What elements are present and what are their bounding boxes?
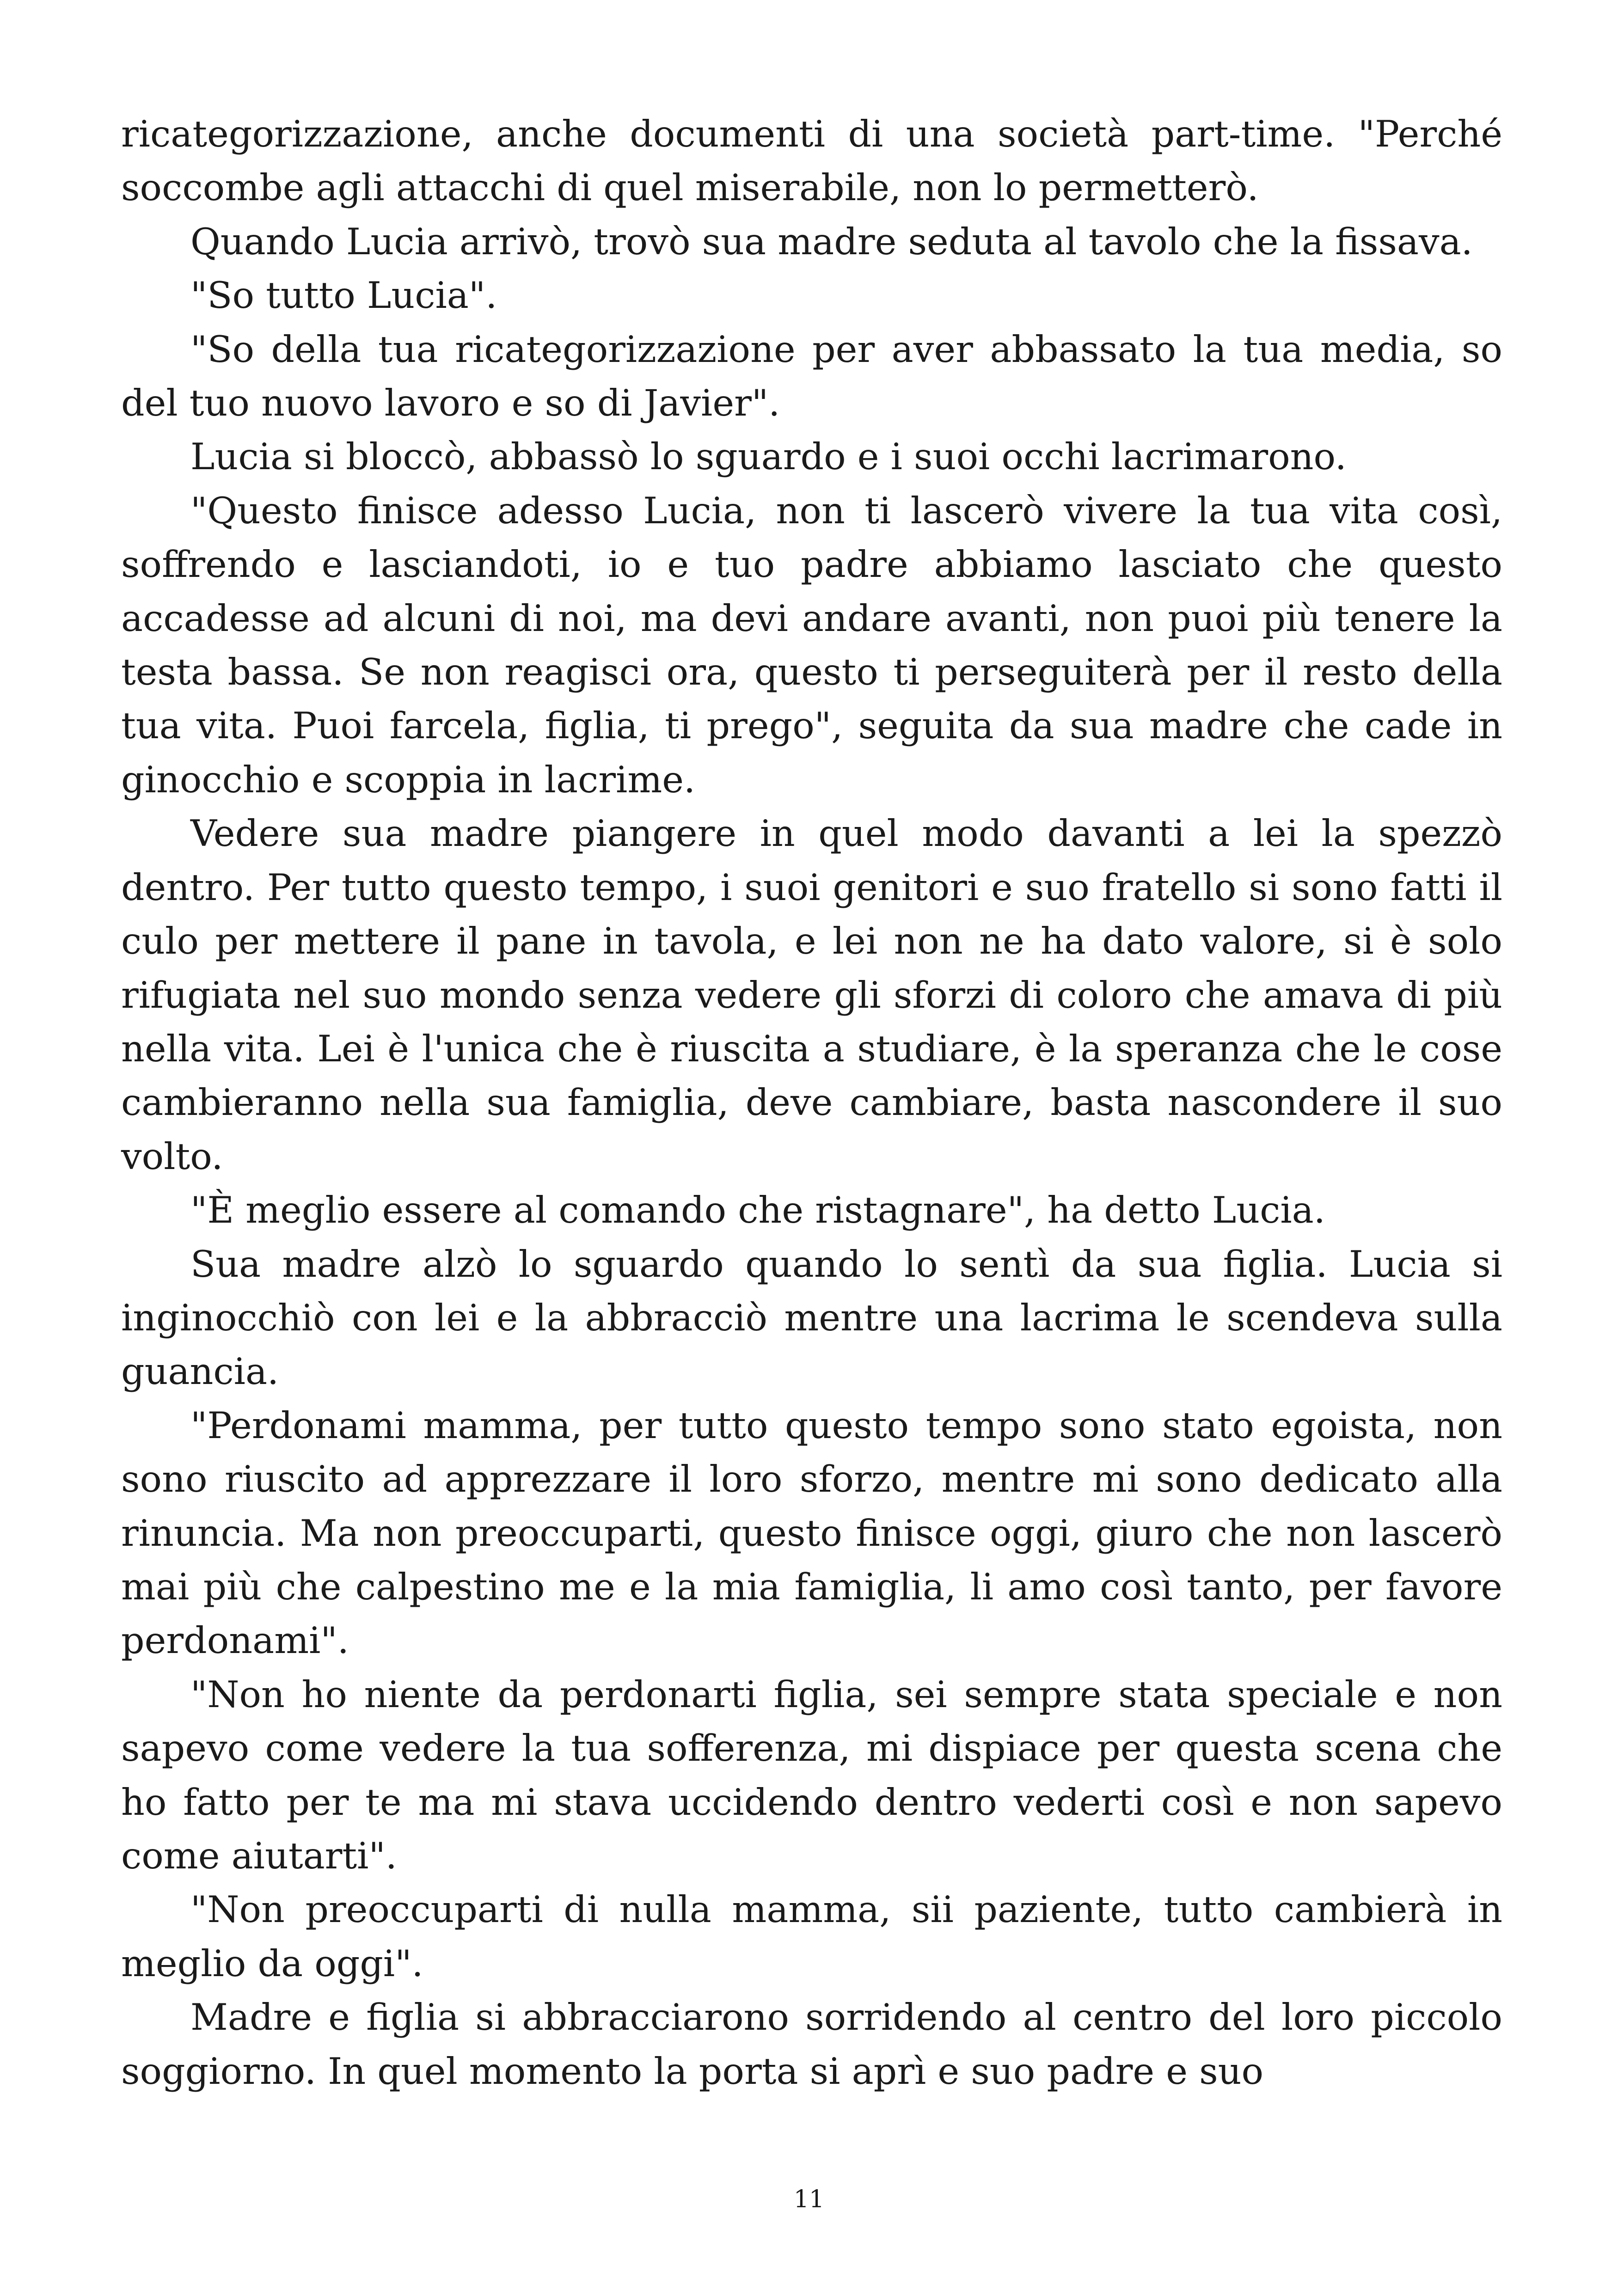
paragraph-12: "Non preoccuparti di nulla mamma, sii paziente, tutto cambierà in meglio da oggi". [121,1888,1502,1985]
body-text [121,107,1502,2098]
paragraph-13: Madre e figlia si abbracciarono sorridendo al centro del loro piccolo soggiorno. In quel momento la porta si aprì e suo padre e suo [121,1996,1502,2093]
paragraph-6: "Questo finisce adesso Lucia, non ti lascerò vivere la tua vita così, soffrendo e lasciandoti, io e tuo padre abbiamo lasciato che questo accadesse ad alcuni di noi, ma devi andare avanti, non puoi più tenere la testa bassa. Se non reagisci ora, questo ti perseguiterà per il resto della tua vita. Puoi farcela, figlia, ti prego", seguita da sua madre che cade in ginocchio e scoppia in lacrime. [121,489,1502,801]
paragraph-10: "Perdonami mamma, per tutto questo tempo sono stato egoista, non sono riuscito ad apprezzare il loro sforzo, mentre mi sono dedicato alla rinuncia. Ma non preoccuparti, questo finisce oggi, giuro che non lascerò mai più che calpestino me e la mia famiglia, li amo così tanto, per favore perdonami". [121,1404,1502,1662]
paragraph-11: "Non ho niente da perdonarti figlia, sei sempre stata speciale e non sapevo come vedere la tua sofferenza, mi dispiace per questa scena che ho fatto per te ma mi stava uccidendo dentro vederti così e non sapevo come aiutarti". [121,1673,1502,1877]
paragraph-4: "So della tua ricategorizzazione per aver abbassato la tua media, so del tuo nuovo lavoro e so di Javier". [121,328,1502,425]
paragraph-7: Vedere sua madre piangere in quel modo davanti a lei la spezzò dentro. Per tutto questo tempo, i suoi genitori e suo fratello si sono fatti il culo per mettere il pane in tavola, e lei non ne ha dato valore, si è solo rifugiata nel suo mondo senza vedere gli sforzi di coloro che amava di più nella vita. Lei è l'unica che è riuscita a studiare, è la speranza che le cose cambieranno nella sua famiglia, deve cambiare, basta nascondere il suo volto. [121,812,1502,1178]
paragraph-2: Quando Lucia arrivò, trovò sua madre seduta al tavolo che la fissava. [190,220,1473,263]
paragraph-1: ricategorizzazione, anche documenti di una società part-time. "Perché soccombe agli attacchi di quel miserabile, non lo permetterò. [121,113,1502,209]
paragraph-9: Sua madre alzò lo sguardo quando lo sentì da sua figlia. Lucia si inginocchiò con lei e la abbracciò mentre una lacrima le scendeva sulla guancia. [121,1243,1502,1393]
page-number: 11 [793,2186,825,2213]
paragraph-8: "È meglio essere al comando che ristagnare", ha detto Lucia. [190,1189,1325,1232]
paragraph-5: Lucia si bloccò, abbassò lo sguardo e i suoi occhi lacrimarono. [190,435,1347,478]
paragraph-3: "So tutto Lucia". [190,274,497,317]
